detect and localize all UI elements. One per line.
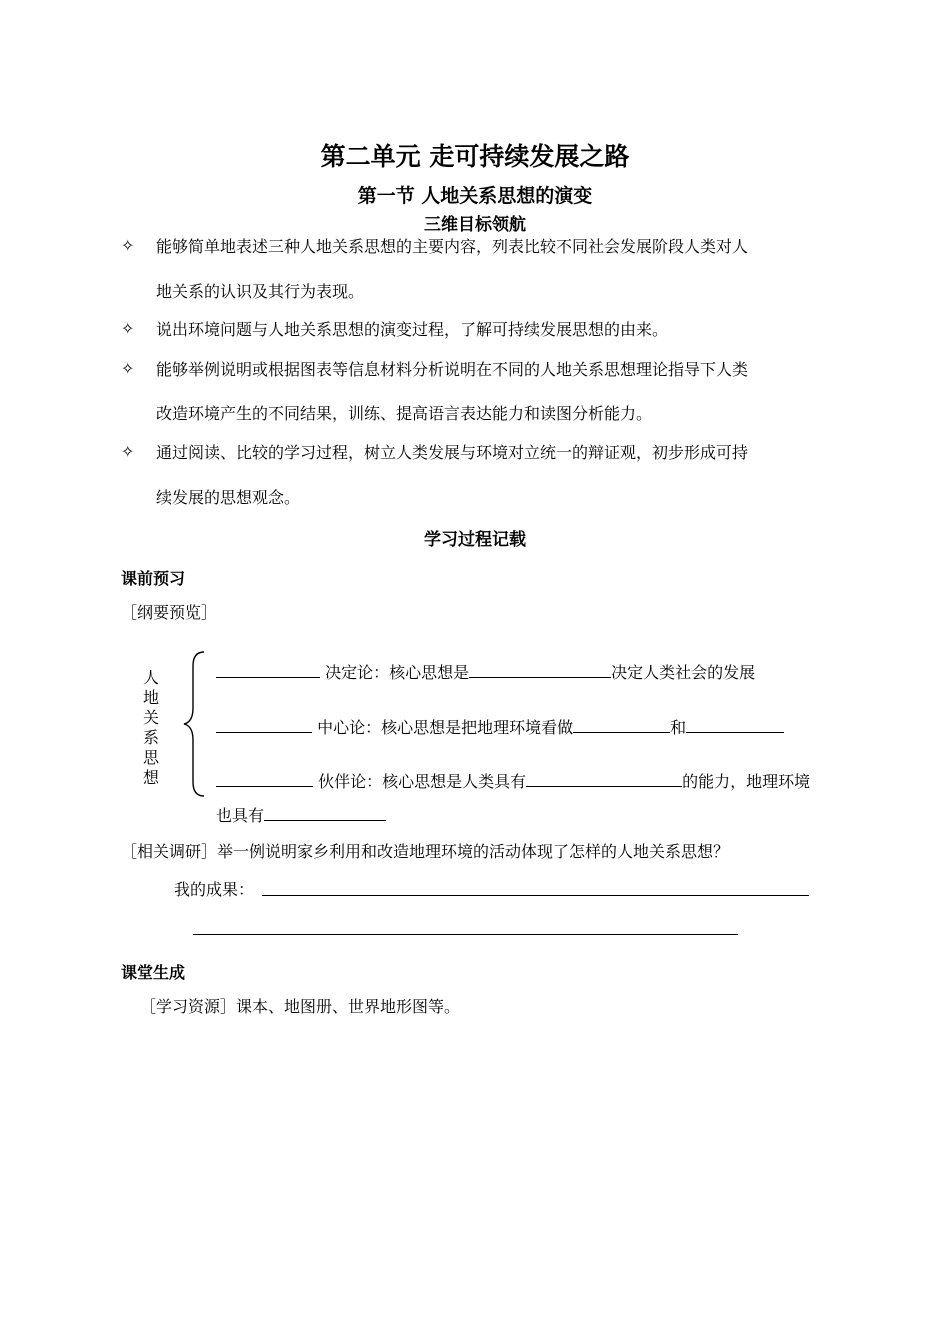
vertical-char: 思 [142, 748, 159, 767]
research-label: ［相关调研］举一例说明家乡利用和改造地理环境的活动体现了怎样的人地关系思想？ [121, 842, 730, 861]
objective-4-line-1: 通过阅读、比较的学习过程，树立人类发展与环境对立统一的辩证观，初步形成可持 [156, 443, 749, 462]
blank-field[interactable] [686, 716, 784, 733]
blank-field[interactable] [216, 716, 312, 733]
classroom-heading: 课堂生成 [121, 963, 186, 982]
partnership-text: 伙伴论：核心思想是人类具有 [318, 772, 527, 791]
centrism-row [216, 716, 784, 738]
goals-title: 三维目标领航 [424, 215, 526, 235]
outline-label: ［纲要预览］ [121, 603, 218, 622]
vertical-char: 人 [142, 668, 159, 687]
vertical-char: 地 [142, 688, 159, 707]
blank-field[interactable] [526, 770, 682, 787]
objective-4-line-2: 续发展的思想观念。 [156, 488, 301, 507]
blank-field[interactable] [216, 661, 320, 678]
bullet-icon: ✧ [121, 359, 135, 378]
section-title: 第一节 人地关系思想的演变 [357, 185, 593, 207]
bullet-icon: ✧ [121, 442, 135, 461]
vertical-label [141, 668, 161, 788]
answer-line[interactable] [262, 895, 809, 896]
blank-field[interactable] [469, 661, 611, 678]
bullet-icon: ✧ [121, 319, 135, 338]
objective-3-line-2: 改造环境产生的不同结果，训练、提高语言表达能力和读图分析能力。 [156, 404, 653, 423]
blank-field[interactable] [573, 716, 670, 733]
partnership-text-2: 的能力，地理环境 [682, 772, 811, 791]
unit-title: 第二单元 走可持续发展之路 [320, 142, 630, 171]
curly-brace-icon [180, 650, 210, 800]
centrism-text: 中心论：核心思想是把地理环境看做 [317, 718, 574, 737]
answer-line[interactable] [193, 934, 738, 935]
partnership-text-3: 也具有 [216, 806, 265, 825]
bullet-icon: ✧ [121, 236, 135, 255]
determinism-row [216, 661, 755, 683]
process-title: 学习过程记载 [424, 530, 526, 550]
determinism-text-2: 决定人类社会的发展 [611, 663, 756, 682]
blank-field[interactable] [264, 804, 386, 821]
objective-3-line-1: 能够举例说明或根据图表等信息材料分析说明在不同的人地关系思想理论指导下人类 [156, 360, 749, 379]
result-label: 我的成果： [174, 880, 255, 899]
objective-1-line-1: 能够简单地表述三种人地关系思想的主要内容，列表比较不同社会发展阶段人类对人 [156, 237, 749, 256]
partnership-row [216, 770, 810, 792]
objective-2-line-1: 说出环境问题与人地关系思想的演变过程，了解可持续发展思想的由来。 [156, 320, 669, 339]
vertical-char: 想 [142, 768, 159, 787]
partnership-row-continued [216, 804, 386, 826]
vertical-char: 关 [142, 708, 159, 727]
vertical-char: 系 [142, 728, 159, 747]
centrism-text-2: 和 [670, 718, 687, 737]
preview-heading: 课前预习 [121, 569, 186, 588]
blank-field[interactable] [216, 770, 313, 787]
objective-1-line-2: 地关系的认识及其行为表现。 [156, 282, 365, 301]
determinism-text: 决定论：核心思想是 [325, 663, 470, 682]
resources-text: ［学习资源］课本、地图册、世界地形图等。 [140, 997, 461, 1016]
